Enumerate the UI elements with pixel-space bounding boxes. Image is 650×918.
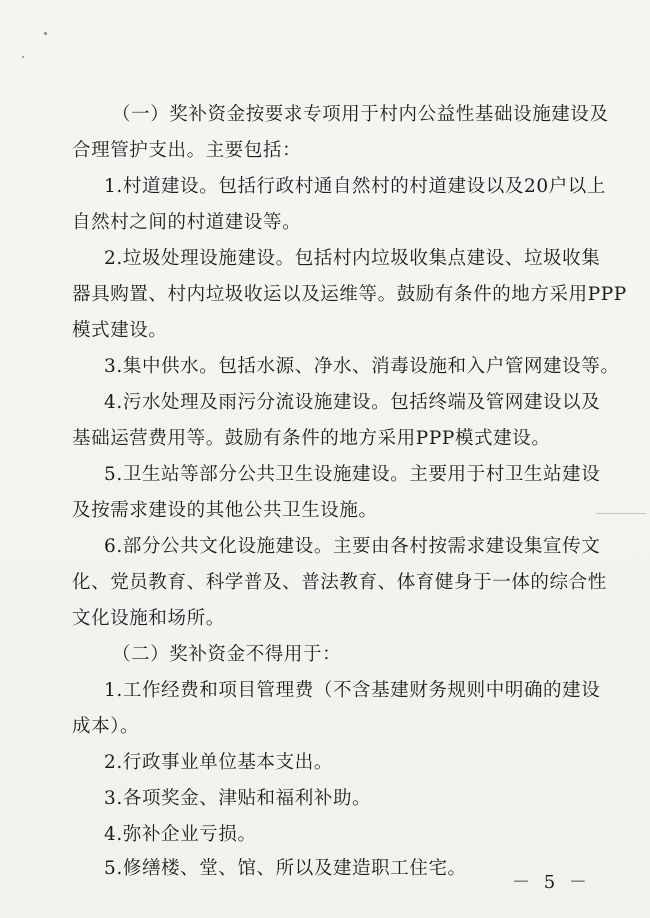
list-item-work-funds: 1.工作经费和项目管理费（不含基建财务规则中明确的建设 [104,680,601,701]
section-heading-use-cont: 合理管护支出。主要包括： [72,140,302,161]
list-item-health-station: 5.卫生站等部分公共卫生设施建设。主要用于村卫生站建设 [104,464,601,485]
list-item-garbage-cont: 器具购置、村内垃圾收运以及运维等。鼓励有条件的地方采用PPP [72,284,627,305]
list-item-admin-expenses: 2.行政事业单位基本支出。 [104,752,333,773]
fold-mark [596,513,646,514]
section-heading-use: （一）奖补资金按要求专项用于村内公益性基础设施建设及 [112,104,609,125]
list-item-work-funds-cont: 成本）。 [72,716,140,737]
page-number: － 5 － [512,872,591,893]
list-item-sewage-cont: 基础运营费用等。鼓励有条件的地方采用PPP模式建设。 [72,428,551,449]
list-item-culture-cont: 文化设施和场所。 [72,608,225,629]
list-item-buildings: 5.修缮楼、堂、馆、所以及建造职工住宅。 [104,858,467,879]
list-item-sewage: 4.污水处理及雨污分流设施建设。包括终端及管网建设以及 [104,392,601,413]
list-item-village-road-cont: 自然村之间的村道建设等。 [72,212,302,233]
list-item-village-road: 1.村道建设。包括行政村通自然村的村道建设以及20户以上 [104,176,606,197]
list-item-water-supply: 3.集中供水。包括水源、净水、消毒设施和入户管网建设等。 [104,356,620,377]
list-item-bonuses: 3.各项奖金、津贴和福利补助。 [104,788,372,809]
list-item-garbage: 2.垃圾处理设施建设。包括村内垃圾收集点建设、垃圾收集 [104,248,601,269]
scan-speck [22,56,24,58]
list-item-health-station-cont: 及按需求建设的其他公共卫生设施。 [72,500,378,521]
list-item-culture-cont: 化、党员教育、科学普及、普法教育、体育健身于一体的综合性 [72,572,607,593]
list-item-enterprise-loss: 4.弥补企业亏损。 [104,824,257,845]
section-heading-prohibited: （二）奖补资金不得用于： [112,644,342,665]
list-item-culture: 6.部分公共文化设施建设。主要由各村按需求建设集宣传文 [104,536,601,557]
scan-speck [44,32,47,35]
list-item-garbage-cont: 模式建设。 [72,320,168,341]
